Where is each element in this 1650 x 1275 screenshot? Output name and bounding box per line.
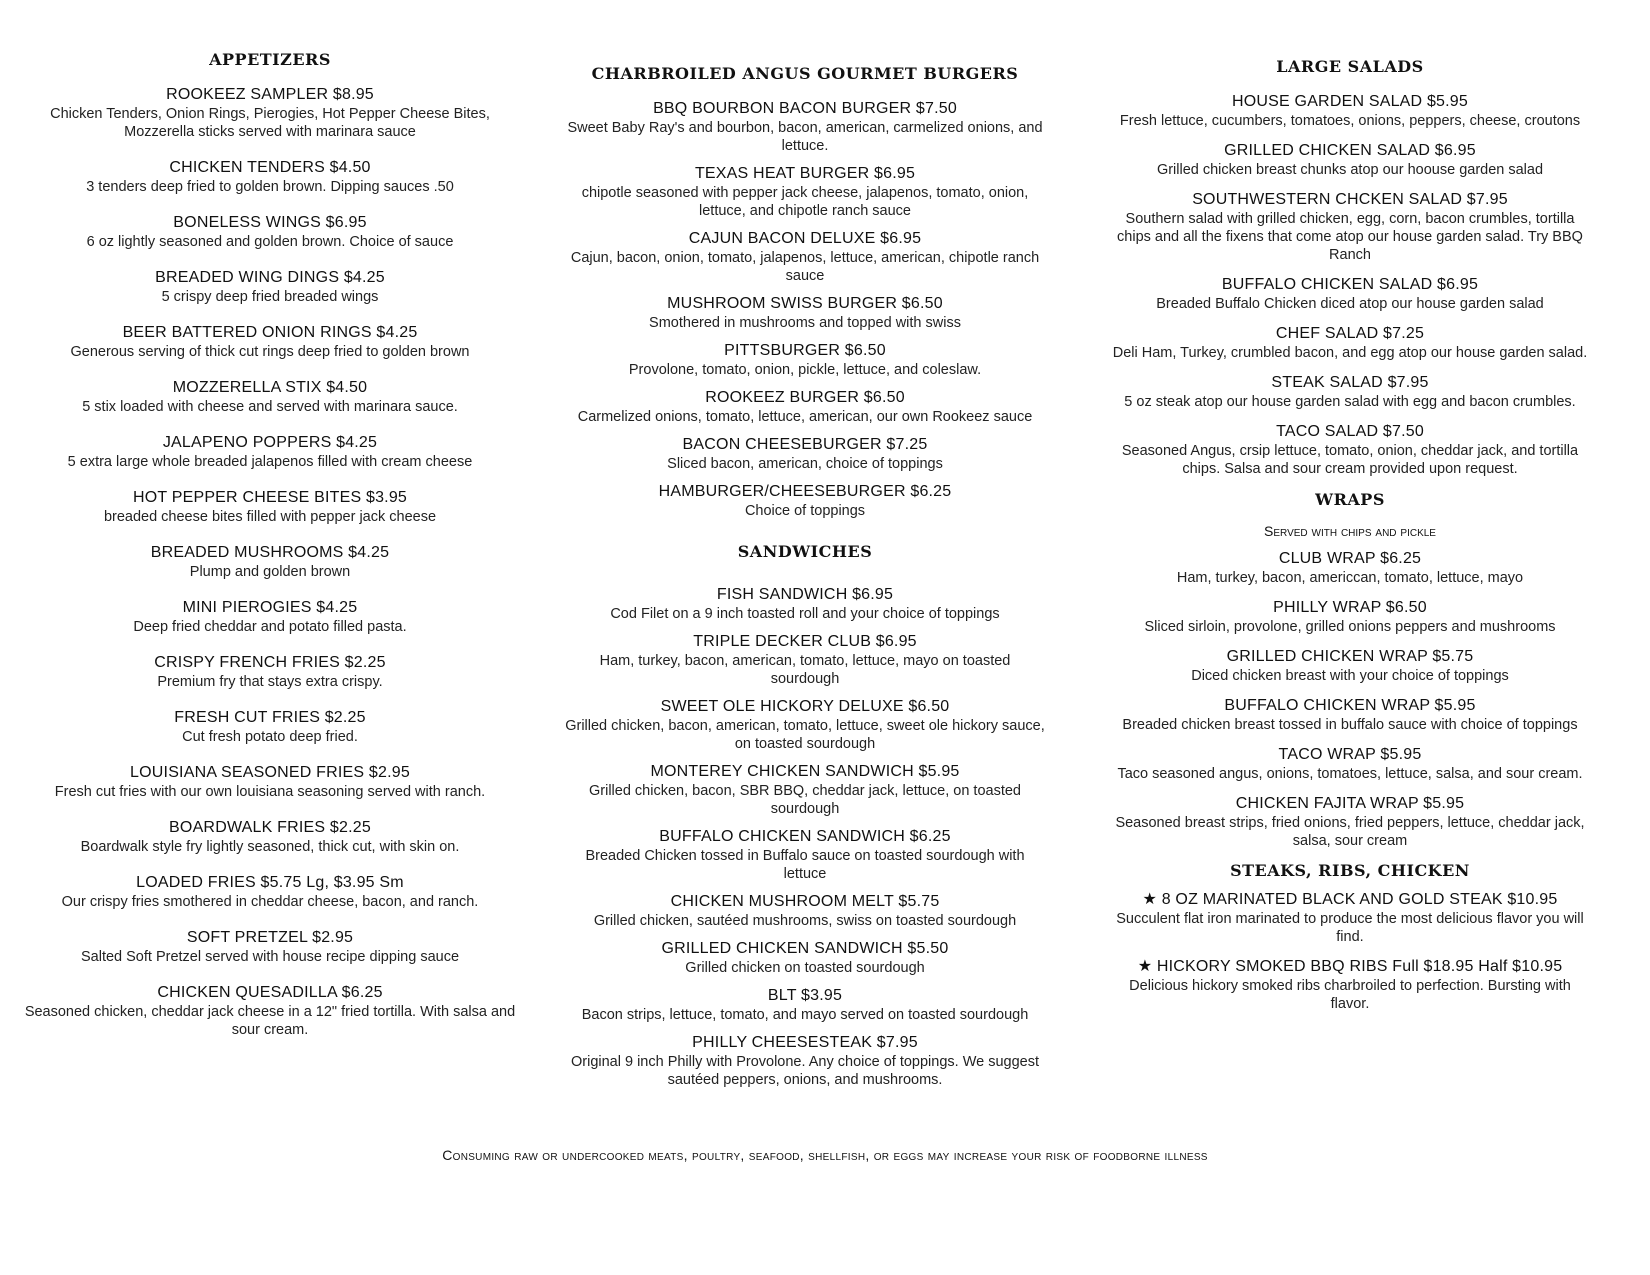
steaks-heading: STEAKS, RIBS, CHICKEN: [1230, 861, 1470, 880]
menu-item-name: SOFT PRETZEL $2.95: [186, 929, 354, 946]
menu-item-name: CHICKEN MUSHROOM MELT $5.75: [670, 893, 940, 910]
menu-item-description: Carmelized onions, tomato, lettuce, american, our own Rookeez sauce: [577, 409, 1033, 425]
menu-item-name: CRISPY FRENCH FRIES $2.25: [154, 654, 386, 671]
menu-item-name: SOUTHWESTERN CHCKEN SALAD $7.95: [1192, 191, 1508, 208]
menu-item: [1110, 745, 1590, 783]
appetizers-list: [20, 85, 520, 1039]
menu-item-name: CHICKEN TENDERS $4.50: [169, 159, 371, 176]
menu-item-name: CAJUN BACON DELUXE $6.95: [688, 230, 922, 247]
menu-item: [1110, 141, 1590, 179]
menu-item-name: ROOKEEZ SAMPLER $8.95: [166, 86, 374, 103]
menu-item-name: PHILLY WRAP $6.50: [1273, 599, 1427, 616]
menu-item-description: Succulent flat iron marinated to produce the most delicious flavor you will find.: [1116, 911, 1584, 945]
menu-item-description: chipotle seasoned with pepper jack cheese, jalapenos, tomato, onion, lettuce, and chipotle ranch sauce: [581, 185, 1029, 219]
menu-item-description: Southern salad with grilled chicken, egg, corn, bacon crumbles, tortilla chips and all the fixens that come atop our house garden salad. Try BBQ Ranch: [1117, 211, 1583, 263]
menu-item-name: CLUB WRAP $6.25: [1278, 550, 1422, 567]
menu-item: [1110, 957, 1590, 1013]
menu-item-description: Generous serving of thick cut rings deep fried to golden brown: [70, 344, 470, 360]
menu-item-description: 6 oz lightly seasoned and golden brown. Choice of sauce: [86, 234, 454, 250]
menu-item-description: Grilled chicken, bacon, american, tomato, lettuce, sweet ole hickory sauce, on toasted sourdough: [565, 718, 1045, 752]
menu-item-description: Choice of toppings: [744, 503, 866, 519]
menu-item-name: LOUISIANA SEASONED FRIES $2.95: [130, 764, 410, 781]
menu-item-name: FRESH CUT FRIES $2.25: [174, 709, 366, 726]
salads-wraps-steaks-column: [1110, 0, 1590, 1024]
menu-item-description: Sliced bacon, american, choice of toppings: [667, 456, 943, 472]
menu-item: [20, 708, 520, 746]
menu-item-description: Diced chicken breast with your choice of toppings: [1191, 668, 1509, 684]
menu-item: [565, 939, 1045, 977]
menu-item: [1110, 190, 1590, 264]
menu-item-name: GRILLED CHICKEN SALAD $6.95: [1224, 142, 1476, 159]
menu-item: [565, 632, 1045, 688]
menu-item-description: Grilled chicken, sautéed mushrooms, swiss on toasted sourdough: [593, 913, 1017, 929]
menu-item-description: Cut fresh potato deep fried.: [182, 729, 358, 745]
menu-item: [565, 697, 1045, 753]
menu-item-description: Grilled chicken breast chunks atop our hoouse garden salad: [1156, 162, 1544, 178]
menu-item-description: 3 tenders deep fried to golden brown. Dipping sauces .50: [86, 179, 454, 195]
menu-item: [20, 983, 520, 1039]
menu-item-description: Smothered in mushrooms and topped with swiss: [649, 315, 961, 331]
menu-item-description: Plump and golden brown: [189, 564, 351, 580]
burgers-heading: CHARBROILED ANGUS GOURMET BURGERS: [591, 64, 1019, 83]
menu-item: [565, 341, 1045, 379]
menu-item: [565, 1033, 1045, 1089]
menu-item-description: Salted Soft Pretzel served with house recipe dipping sauce: [80, 949, 460, 965]
menu-item-name: MONTEREY CHICKEN SANDWICH $5.95: [650, 763, 960, 780]
menu-item-name: BBQ BOURBON BACON BURGER $7.50: [653, 100, 957, 117]
menu-item: [565, 827, 1045, 883]
foodborne-illness-warning: Consuming raw or undercooked meats, poultry, seafood, shellfish, or eggs may increase your risk of foodborne illness: [442, 1147, 1208, 1163]
menu-item-description: Delicious hickory smoked ribs charbroiled to perfection. Bursting with flavor.: [1129, 978, 1571, 1012]
menu-item: [1110, 647, 1590, 685]
menu-item-name: BOARDWALK FRIES $2.25: [169, 819, 371, 836]
wraps-heading: WRAPS: [1315, 490, 1385, 509]
menu-item-name: ROOKEEZ BURGER $6.50: [705, 389, 905, 406]
sandwiches-heading: SANDWICHES: [737, 542, 873, 561]
menu-item-name: MINI PIEROGIES $4.25: [182, 599, 358, 616]
menu-item-name: TACO WRAP $5.95: [1278, 746, 1422, 763]
menu-item-description: Grilled chicken, bacon, SBR BBQ, cheddar jack, lettuce, on toasted sourdough: [588, 783, 1021, 817]
menu-item-description: 5 extra large whole breaded jalapenos filled with cream cheese: [67, 454, 473, 470]
menu-item: [20, 488, 520, 526]
menu-item-name: GRILLED CHICKEN SANDWICH $5.50: [661, 940, 949, 957]
menu-item: [1110, 549, 1590, 587]
menu-item: [1110, 794, 1590, 850]
menu-item: [20, 213, 520, 251]
wraps-subtitle: Served with chips and pickle: [1264, 523, 1436, 539]
menu-item-description: Sliced sirloin, provolone, grilled onions peppers and mushrooms: [1144, 619, 1556, 635]
menu-item-description: Cod Filet on a 9 inch toasted roll and your choice of toppings: [610, 606, 1000, 622]
menu-item-description: Sweet Baby Ray's and bourbon, bacon, american, carmelized onions, and lettuce.: [567, 120, 1043, 154]
menu-item-name: BREADED MUSHROOMS $4.25: [150, 544, 390, 561]
menu-item-name: BLT $3.95: [767, 987, 843, 1004]
menu-item-description: Seasoned chicken, cheddar jack cheese in a 12" fried tortilla. With salsa and sour cream.: [24, 1004, 516, 1038]
menu-item: [20, 818, 520, 856]
steaks-list: [1110, 890, 1590, 1013]
menu-item-name: TEXAS HEAT BURGER $6.95: [694, 165, 916, 182]
menu-item-description: Fresh lettuce, cucumbers, tomatoes, onions, peppers, cheese, croutons: [1119, 113, 1581, 129]
menu-item: [20, 543, 520, 581]
menu-item-description: Our crispy fries smothered in cheddar cheese, bacon, and ranch.: [61, 894, 479, 910]
menu-item-description: Cajun, bacon, onion, tomato, jalapenos, lettuce, american, chipotle ranch sauce: [570, 250, 1040, 284]
menu-item-description: Provolone, tomato, onion, pickle, lettuce, and coleslaw.: [628, 362, 982, 378]
menu-item-name: STEAK SALAD $7.95: [1271, 374, 1429, 391]
menu-item-description: Taco seasoned angus, onions, tomatoes, lettuce, salsa, and sour cream.: [1117, 766, 1583, 782]
menu-item-name: BUFFALO CHICKEN SANDWICH $6.25: [659, 828, 951, 845]
menu-item-description: 5 crispy deep fried breaded wings: [161, 289, 379, 305]
menu-item-name: BEER BATTERED ONION RINGS $4.25: [122, 324, 418, 341]
menu-item-description: breaded cheese bites filled with pepper jack cheese: [103, 509, 437, 525]
menu-item-name: BUFFALO CHICKEN WRAP $5.95: [1224, 697, 1476, 714]
menu-item: [565, 762, 1045, 818]
menu-item-description: Seasoned Angus, crsip lettuce, tomato, onion, cheddar jack, and tortilla chips. Salsa and sour cream provided upon request.: [1121, 443, 1579, 477]
menu-item: [565, 294, 1045, 332]
menu-item: [20, 763, 520, 801]
menu-item-name: CHEF SALAD $7.25: [1275, 325, 1425, 342]
menu-item: [1110, 92, 1590, 130]
menu-item-name: PITTSBURGER $6.50: [724, 342, 886, 359]
menu-item-description: Grilled chicken on toasted sourdough: [685, 960, 925, 976]
menu-item: [565, 986, 1045, 1024]
menu-item: [565, 164, 1045, 220]
menu-item-description: Breaded Chicken tossed in Buffalo sauce on toasted sourdough with lettuce: [585, 848, 1025, 882]
menu-item-description: 5 stix loaded with cheese and served with marinara sauce.: [82, 399, 458, 415]
menu-item-name: TACO SALAD $7.50: [1276, 423, 1424, 440]
menu-item-description: Chicken Tenders, Onion Rings, Pierogies, Hot Pepper Cheese Bites, Mozzerella sticks served with marinara sauce: [50, 106, 490, 140]
appetizers-column: [20, 0, 520, 1056]
menu-item: [20, 378, 520, 416]
menu-item: [20, 653, 520, 691]
menu-item-name: CHICKEN FAJITA WRAP $5.95: [1235, 795, 1465, 812]
menu-item-name: HOUSE GARDEN SALAD $5.95: [1232, 93, 1468, 110]
menu-item-description: Fresh cut fries with our own louisiana seasoning served with ranch.: [54, 784, 486, 800]
menu-item-name: TRIPLE DECKER CLUB $6.95: [693, 633, 917, 650]
menu-item-description: Ham, turkey, bacon, american, tomato, lettuce, mayo on toasted sourdough: [599, 653, 1011, 687]
menu-item: [1110, 422, 1590, 478]
menu-item-name: HOT PEPPER CHEESE BITES $3.95: [132, 489, 408, 506]
menu-item: [20, 928, 520, 966]
menu-item: [1110, 598, 1590, 636]
menu-item-name: PHILLY CHEESESTEAK $7.95: [692, 1034, 918, 1051]
menu-item-name: GRILLED CHICKEN WRAP $5.75: [1226, 648, 1474, 665]
menu-item: [20, 873, 520, 911]
menu-item-name: BUFFALO CHICKEN SALAD $6.95: [1221, 276, 1479, 293]
menu-item-description: Original 9 inch Philly with Provolone. Any choice of toppings. We suggest sautéed peppers, onions, and mushrooms.: [570, 1054, 1039, 1088]
menu-item: [565, 388, 1045, 426]
menu-item-name: ★ HICKORY SMOKED BBQ RIBS Full $18.95 Half $10.95: [1137, 958, 1563, 975]
menu-item-name: BONELESS WINGS $6.95: [173, 214, 367, 231]
menu-item-name: JALAPENO POPPERS $4.25: [162, 434, 378, 451]
menu-item: [1110, 696, 1590, 734]
menu-item: [1110, 324, 1590, 362]
menu-item-name: LOADED FRIES $5.75 Lg, $3.95 Sm: [136, 874, 404, 891]
menu-item-description: Seasoned breast strips, fried onions, fried peppers, lettuce, cheddar jack, salsa, sour cream: [1115, 815, 1585, 849]
menu-item-name: BACON CHEESEBURGER $7.25: [682, 436, 928, 453]
menu-item-description: Premium fry that stays extra crispy.: [157, 674, 383, 690]
appetizers-heading: APPETIZERS: [209, 50, 331, 69]
menu-item-description: Boardwalk style fry lightly seasoned, thick cut, with skin on.: [80, 839, 460, 855]
menu-item: [1110, 890, 1590, 946]
menu-item-name: HAMBURGER/CHEESEBURGER $6.25: [658, 483, 952, 500]
menu-item: [1110, 275, 1590, 313]
menu-item: [565, 482, 1045, 520]
menu-item: [20, 268, 520, 306]
menu-item-name: MUSHROOM SWISS BURGER $6.50: [667, 295, 943, 312]
wraps-list: [1110, 549, 1590, 850]
menu-item: [20, 85, 520, 141]
menu-item-description: Ham, turkey, bacon, americcan, tomato, lettuce, mayo: [1176, 570, 1524, 586]
menu-item-name: ★ 8 OZ MARINATED BLACK AND GOLD STEAK $10.95: [1142, 891, 1558, 908]
menu-item-name: CHICKEN QUESADILLA $6.25: [157, 984, 383, 1001]
menu-item: [565, 229, 1045, 285]
menu-item-name: BREADED WING DINGS $4.25: [155, 269, 385, 286]
menu-item-name: SWEET OLE HICKORY DELUXE $6.50: [660, 698, 950, 715]
menu-item: [20, 433, 520, 471]
menu-item-description: Bacon strips, lettuce, tomato, and mayo served on toasted sourdough: [581, 1007, 1029, 1023]
menu-item: [565, 99, 1045, 155]
menu-item: [565, 435, 1045, 473]
menu-item-description: Deep fried cheddar and potato filled pasta.: [133, 619, 407, 635]
menu-item: [565, 585, 1045, 623]
salads-list: [1110, 92, 1590, 478]
menu-item: [1110, 373, 1590, 411]
menu-item-description: Breaded chicken breast tossed in buffalo sauce with choice of toppings: [1122, 717, 1578, 733]
menu-item-description: Breaded Buffalo Chicken diced atop our house garden salad: [1156, 296, 1544, 312]
menu-item-description: 5 oz steak atop our house garden salad with egg and bacon crumbles.: [1124, 394, 1576, 410]
sandwiches-list: [565, 585, 1045, 1089]
menu-item: [20, 598, 520, 636]
menu-item-description: Deli Ham, Turkey, crumbled bacon, and egg atop our house garden salad.: [1112, 345, 1588, 361]
menu-item: [20, 323, 520, 361]
menu-item: [565, 892, 1045, 930]
burgers-list: [565, 99, 1045, 520]
salads-heading: LARGE SALADS: [1276, 57, 1424, 76]
menu-item: [20, 158, 520, 196]
menu-item-name: FISH SANDWICH $6.95: [716, 586, 894, 603]
burgers-sandwiches-column: [565, 0, 1045, 1099]
menu-item-name: MOZZERELLA STIX $4.50: [172, 379, 368, 396]
